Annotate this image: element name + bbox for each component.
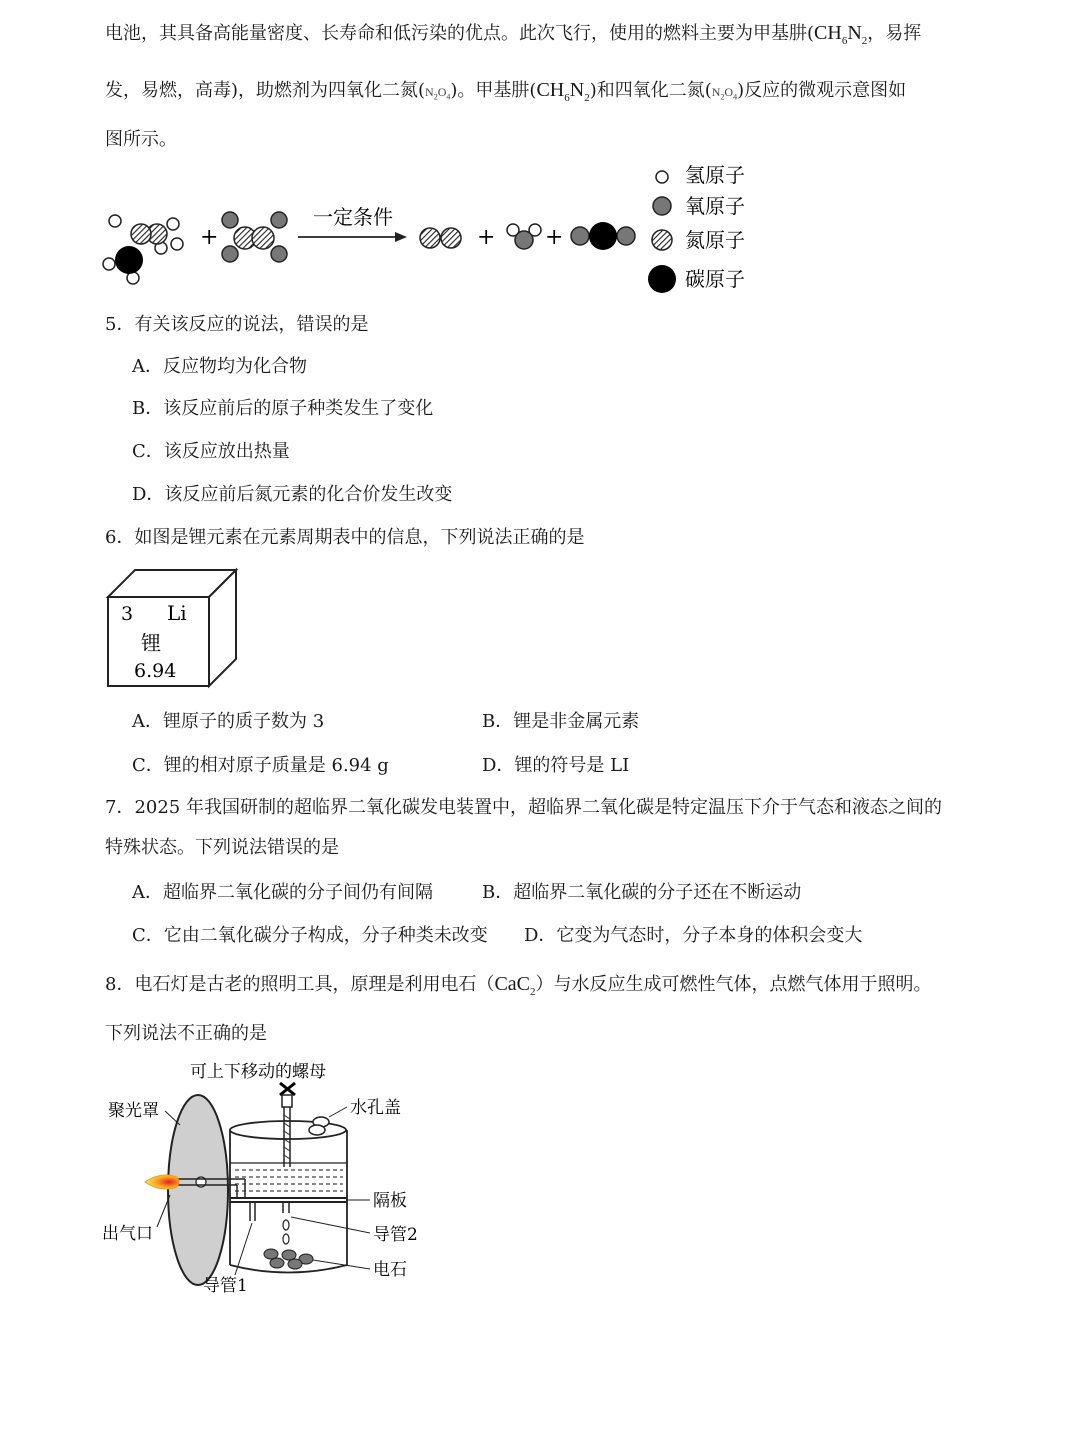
q7-option-a: A．超临界二氧化碳的分子间仍有间隔	[132, 882, 433, 903]
carbide-lamp-diagram	[95, 1055, 435, 1300]
q8-stem-line-2: 下列说法不正确的是	[105, 1023, 267, 1044]
label-water-cap: 水孔盖	[350, 1098, 401, 1118]
q7-option-c: C．它由二氧化碳分子构成，分子种类未改变	[132, 925, 488, 946]
formula-n2o4: $N_2O_4$	[711, 85, 738, 102]
intro-line-2: 发，易燃，高毒)，助燃剂为四氧化二氮$(N_2O_4)$。甲基肼$(CH_6N_2)$和四氧化二氮$(N_2O_4)$反应的微观示意图如	[105, 79, 907, 104]
tube-1	[250, 1202, 255, 1221]
label-nut: 可上下移动的螺母	[190, 1062, 326, 1082]
q5-option-c: C．该反应放出热量	[132, 441, 290, 462]
q5-option-a: A．反应物均为化合物	[132, 356, 307, 377]
tube-2	[283, 1202, 289, 1244]
formula-ch6n2: $CH_6N_2$	[536, 79, 590, 104]
q7-stem-line-1: 7．2025 年我国研制的超临界二氧化碳发电装置中，超临界二氧化碳是特定温压下介于气态和液态之间的	[105, 797, 942, 818]
q6-option-b: B．锂是非金属元素	[482, 711, 640, 732]
element-name: 锂	[141, 631, 161, 655]
intro-line-3: 图所示。	[105, 129, 177, 150]
intro-line-1: 电池，其具备高能量密度、长寿命和低污染的优点。此次飞行，使用的燃料主要为甲基肼($CH_6N_2$，易挥	[105, 22, 922, 47]
legend-hydrogen: 氢原子	[685, 163, 745, 187]
q5-option-d: D．该反应前后氮元素的化合价发生改变	[132, 484, 453, 505]
q6-option-d: D．锂的符号是 LI	[482, 755, 630, 776]
molecule-h2o	[507, 224, 541, 249]
carbide-stones	[264, 1249, 313, 1269]
q5-stem: 5．有关该反应的说法，错误的是	[105, 314, 369, 335]
q7-stem-line-2: 特殊状态。下列说法错误的是	[105, 837, 339, 858]
element-symbol: Li	[167, 601, 187, 625]
molecule-ch6n2	[103, 215, 183, 284]
formula-n2o4: $N_2O_4$	[425, 85, 451, 102]
flame-icon	[145, 1175, 179, 1189]
label-tube-2: 导管2	[373, 1225, 418, 1245]
q8-stem-line-1: 8．电石灯是古老的照明工具，原理是利用电石（CaC$_2$）与水反应生成可燃性气体，点燃气体用于照明。	[105, 973, 932, 998]
label-reflector: 聚光罩	[108, 1101, 159, 1121]
q6-option-a: A．锂原子的质子数为 3	[132, 711, 325, 732]
molecule-co2	[571, 222, 635, 250]
plus-sign: +	[477, 225, 496, 250]
q6-option-c: C．锂的相对原子质量是 6.94 g	[132, 755, 389, 776]
legend-nitrogen: 氮原子	[685, 228, 745, 252]
atom-legend	[648, 163, 745, 293]
label-partition: 隔板	[373, 1191, 407, 1211]
molecule-n2o4	[222, 212, 287, 262]
legend-oxygen: 氧原子	[685, 194, 745, 218]
label-carbide: 电石	[373, 1260, 407, 1280]
plus-sign: +	[200, 225, 219, 250]
label-outlet: 出气口	[102, 1224, 153, 1244]
reaction-condition: 一定条件	[313, 205, 393, 229]
atomic-mass: 6.94	[134, 660, 177, 682]
q7-option-b: B．超临界二氧化碳的分子还在不断运动	[482, 882, 802, 903]
q7-option-d: D．它变为气态时，分子本身的体积会变大	[524, 925, 863, 946]
formula-ch6n2: $CH_6N_2$	[814, 22, 868, 47]
formula-cac2: CaC$_2$	[494, 973, 536, 998]
molecule-n2	[420, 228, 461, 248]
reaction-diagram	[95, 158, 775, 298]
reflector-dish	[168, 1095, 228, 1285]
label-tube-1: 导管1	[203, 1276, 248, 1296]
legend-carbon: 碳原子	[685, 267, 745, 291]
element-cell-lithium	[105, 567, 241, 691]
q5-option-b: B．该反应前后的原子种类发生了变化	[132, 398, 434, 419]
atomic-number: 3	[121, 603, 134, 625]
plus-sign: +	[545, 225, 564, 250]
q6-stem: 6．如图是锂元素在元素周期表中的信息，下列说法正确的是	[105, 527, 585, 548]
